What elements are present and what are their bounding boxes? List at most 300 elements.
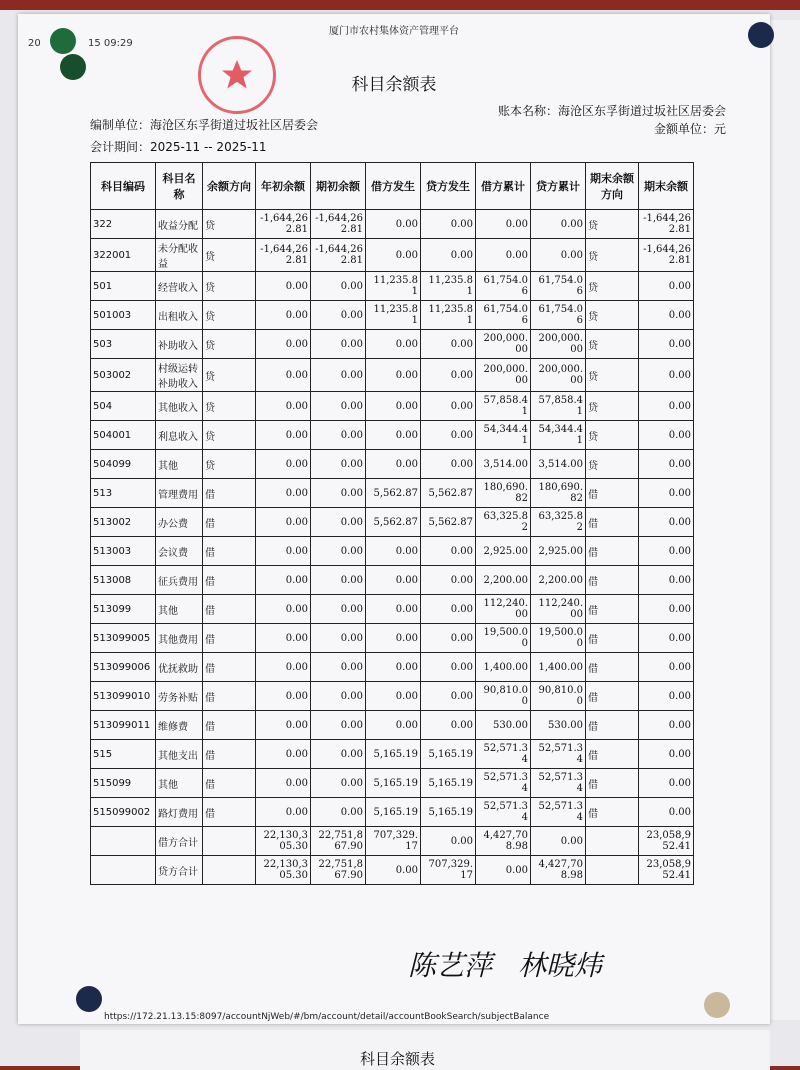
table-cell: -1,644,262.81 — [311, 239, 366, 272]
table-cell: 0.00 — [256, 624, 311, 653]
table-cell: 5,165.19 — [366, 740, 421, 769]
page-url: https://172.21.13.15:8097/accountNjWeb/#/bm/account/detail/accountBookSearch/subjectBalance — [104, 1012, 550, 1022]
table-cell: 0.00 — [256, 537, 311, 566]
table-cell: 180,690.82 — [531, 479, 586, 508]
table-cell: 0.00 — [311, 359, 366, 392]
table-cell: 2,925.00 — [531, 537, 586, 566]
column-header: 余额方向 — [203, 163, 256, 210]
column-header: 借方累计 — [476, 163, 531, 210]
table-cell: 贷 — [203, 301, 256, 330]
table-cell: 513099 — [91, 595, 156, 624]
table-cell: 5,562.87 — [421, 479, 476, 508]
table-cell: 0.00 — [311, 566, 366, 595]
table-cell: 52,571.34 — [531, 769, 586, 798]
table-cell: 515099002 — [91, 798, 156, 827]
table-cell: 0.00 — [256, 392, 311, 421]
table-cell: 200,000.00 — [476, 330, 531, 359]
table-cell: 11,235.81 — [421, 272, 476, 301]
table-cell: 0.00 — [311, 537, 366, 566]
table-cell — [586, 827, 639, 856]
table-row — [91, 359, 694, 392]
table-cell: -1,644,262.81 — [639, 210, 694, 239]
table-cell: 0.00 — [311, 479, 366, 508]
table-cell: 0.00 — [311, 508, 366, 537]
table-cell: 维修费 — [156, 711, 203, 740]
table-cell: 5,165.19 — [421, 769, 476, 798]
table-cell: 22,751,867.90 — [311, 856, 366, 885]
table-row — [91, 508, 694, 537]
table-cell: 503 — [91, 330, 156, 359]
table-cell: 707,329.17 — [366, 827, 421, 856]
table-cell: 513 — [91, 479, 156, 508]
table-cell: 贷方合计 — [156, 856, 203, 885]
table-cell: 23,058,952.41 — [639, 856, 694, 885]
table-cell: 513099010 — [91, 682, 156, 711]
table-row — [91, 798, 694, 827]
table-cell: 5,562.87 — [366, 508, 421, 537]
table-cell: 19,500.00 — [476, 624, 531, 653]
table-cell: 借 — [203, 769, 256, 798]
table-cell: 0.00 — [311, 595, 366, 624]
table-cell: 优抚救助 — [156, 653, 203, 682]
signature-1: 陈艺萍 — [408, 949, 493, 982]
table-cell: 3,514.00 — [476, 450, 531, 479]
table-cell: 22,130,305.30 — [256, 827, 311, 856]
table-cell: 0.00 — [639, 272, 694, 301]
table-cell: 0.00 — [311, 450, 366, 479]
table-cell: 2,925.00 — [476, 537, 531, 566]
table-cell: 0.00 — [421, 450, 476, 479]
table-cell: 0.00 — [421, 653, 476, 682]
table-cell: 0.00 — [311, 624, 366, 653]
table-cell: 61,754.06 — [531, 301, 586, 330]
table-cell: 0.00 — [366, 595, 421, 624]
table-cell: 0.00 — [311, 653, 366, 682]
table-cell: 5,165.19 — [366, 769, 421, 798]
table-cell: 200,000.00 — [476, 359, 531, 392]
table-cell: 0.00 — [256, 740, 311, 769]
table-cell: 贷 — [586, 450, 639, 479]
table-cell: 52,571.34 — [476, 798, 531, 827]
table-row — [91, 330, 694, 359]
table-row — [91, 624, 694, 653]
table-cell: 0.00 — [639, 798, 694, 827]
table-cell: 贷 — [203, 392, 256, 421]
table-cell: 0.00 — [531, 210, 586, 239]
table-cell: 借 — [203, 566, 256, 595]
table-cell: 0.00 — [366, 711, 421, 740]
table-cell: 贷 — [586, 239, 639, 272]
table-row — [91, 450, 694, 479]
table-cell: 0.00 — [421, 595, 476, 624]
table-cell: 90,810.00 — [476, 682, 531, 711]
table-cell: 501 — [91, 272, 156, 301]
table-cell: 63,325.82 — [531, 508, 586, 537]
table-cell: 57,858.41 — [531, 392, 586, 421]
table-row — [91, 301, 694, 330]
table-cell: 54,344.41 — [476, 421, 531, 450]
table-cell: 0.00 — [256, 711, 311, 740]
table-cell: 504001 — [91, 421, 156, 450]
table-cell: 借 — [203, 711, 256, 740]
column-header: 期初余额 — [311, 163, 366, 210]
table-cell: 52,571.34 — [531, 740, 586, 769]
table-cell: 707,329.17 — [421, 856, 476, 885]
table-cell: 0.00 — [639, 566, 694, 595]
table-cell: 513099006 — [91, 653, 156, 682]
table-cell: 0.00 — [639, 301, 694, 330]
platform-name: 厦门市农村集体资产管理平台 — [329, 26, 459, 37]
table-cell: 0.00 — [366, 421, 421, 450]
table-cell: 其他 — [156, 769, 203, 798]
table-cell: 5,562.87 — [421, 508, 476, 537]
column-header: 借方发生 — [366, 163, 421, 210]
table-cell: 借 — [203, 798, 256, 827]
pushpin-icon — [748, 22, 774, 48]
pushpin-icon — [76, 986, 102, 1012]
table-cell: 0.00 — [639, 450, 694, 479]
table-row — [91, 272, 694, 301]
table-cell: 515099 — [91, 769, 156, 798]
table-cell: 借 — [203, 653, 256, 682]
table-cell: 200,000.00 — [531, 359, 586, 392]
table-cell: 0.00 — [311, 711, 366, 740]
table-cell: 504099 — [91, 450, 156, 479]
table-row — [91, 537, 694, 566]
table-cell: 11,235.81 — [366, 301, 421, 330]
table-cell: 0.00 — [476, 210, 531, 239]
table-cell: 0.00 — [366, 566, 421, 595]
table-cell: 0.00 — [531, 827, 586, 856]
table-row — [91, 566, 694, 595]
table-cell: 借 — [586, 653, 639, 682]
table-cell: 0.00 — [311, 798, 366, 827]
table-cell: 513099005 — [91, 624, 156, 653]
table-cell: 0.00 — [639, 479, 694, 508]
table-cell: 61,754.06 — [476, 301, 531, 330]
table-cell: 1,400.00 — [531, 653, 586, 682]
table-cell: 0.00 — [366, 682, 421, 711]
table-row — [91, 653, 694, 682]
table-cell: 0.00 — [311, 769, 366, 798]
table-cell: 贷 — [203, 421, 256, 450]
table-cell: 3,514.00 — [531, 450, 586, 479]
table-cell: 借 — [203, 624, 256, 653]
table-cell: 会议费 — [156, 537, 203, 566]
table-row — [91, 682, 694, 711]
table-cell: 收益分配 — [156, 210, 203, 239]
signature-2: 林晓炜 — [518, 949, 603, 982]
table-cell: 513008 — [91, 566, 156, 595]
table-cell: 52,571.34 — [476, 740, 531, 769]
table-cell: 0.00 — [366, 624, 421, 653]
table-cell: 0.00 — [639, 682, 694, 711]
document-sheet — [18, 14, 770, 1024]
table-cell: 4,427,708.98 — [476, 827, 531, 856]
table-row — [91, 239, 694, 272]
table-cell: -1,644,262.81 — [256, 239, 311, 272]
table-cell: 贷 — [586, 301, 639, 330]
table-cell: 0.00 — [421, 711, 476, 740]
table-cell: 112,240.00 — [476, 595, 531, 624]
table-cell: 0.00 — [639, 537, 694, 566]
table-cell: 4,427,708.98 — [531, 856, 586, 885]
table-cell: 其他支出 — [156, 740, 203, 769]
table-cell: 0.00 — [256, 421, 311, 450]
print-timestamp-left: 20 — [28, 38, 41, 49]
table-cell: 贷 — [203, 359, 256, 392]
table-cell: 其他收入 — [156, 392, 203, 421]
table-cell: 322 — [91, 210, 156, 239]
table-cell: 322001 — [91, 239, 156, 272]
table-cell: 0.00 — [256, 301, 311, 330]
table-cell: 0.00 — [639, 595, 694, 624]
table-cell: 200,000.00 — [531, 330, 586, 359]
table-cell: 0.00 — [421, 239, 476, 272]
table-cell: 0.00 — [256, 653, 311, 682]
print-timestamp-right: 15 09:29 — [88, 38, 133, 49]
table-cell: 其他 — [156, 595, 203, 624]
table-cell: 52,571.34 — [476, 769, 531, 798]
table-cell: 504 — [91, 392, 156, 421]
table-cell: 借 — [203, 537, 256, 566]
table-cell: 54,344.41 — [531, 421, 586, 450]
table-cell: 0.00 — [256, 798, 311, 827]
adjacent-sheet — [770, 20, 800, 1020]
table-cell: -1,644,262.81 — [311, 210, 366, 239]
table-cell: 0.00 — [421, 566, 476, 595]
column-header: 期末余额方向 — [586, 163, 639, 210]
table-cell: 贷 — [203, 210, 256, 239]
table-cell: 2,200.00 — [531, 566, 586, 595]
column-header: 科目名称 — [156, 163, 203, 210]
table-cell: 借 — [586, 537, 639, 566]
table-cell: 贷 — [586, 330, 639, 359]
table-cell: 0.00 — [476, 856, 531, 885]
table-row — [91, 595, 694, 624]
table-cell: 513003 — [91, 537, 156, 566]
next-sheet-title: 科目余额表 — [360, 1050, 436, 1068]
table-cell: 借 — [586, 595, 639, 624]
table-cell: 0.00 — [639, 624, 694, 653]
table-cell: 贷 — [586, 210, 639, 239]
table-cell: 借方合计 — [156, 827, 203, 856]
table-cell: 61,754.06 — [531, 272, 586, 301]
table-cell: 0.00 — [639, 359, 694, 392]
table-cell: -1,644,262.81 — [639, 239, 694, 272]
table-cell: 1,400.00 — [476, 653, 531, 682]
table-cell: 借 — [203, 508, 256, 537]
table-cell: 0.00 — [256, 479, 311, 508]
table-cell: 530.00 — [531, 711, 586, 740]
currency-unit: 金额单位：元 — [653, 122, 726, 136]
table-cell: 0.00 — [639, 392, 694, 421]
table-cell: 0.00 — [256, 359, 311, 392]
table-cell: 贷 — [203, 330, 256, 359]
table-cell: 2,200.00 — [476, 566, 531, 595]
pushpin-icon — [704, 992, 730, 1018]
table-cell: 0.00 — [311, 421, 366, 450]
table-cell: -1,644,262.81 — [256, 210, 311, 239]
table-row — [91, 856, 694, 885]
table-cell: 11,235.81 — [421, 301, 476, 330]
table-cell: 0.00 — [256, 769, 311, 798]
table-cell: 0.00 — [421, 537, 476, 566]
table-cell: 0.00 — [421, 682, 476, 711]
table-cell: 503002 — [91, 359, 156, 392]
table-cell: 0.00 — [639, 330, 694, 359]
table-cell: 63,325.82 — [476, 508, 531, 537]
table-cell: 办公费 — [156, 508, 203, 537]
table-cell: 5,562.87 — [366, 479, 421, 508]
table-cell: 0.00 — [311, 740, 366, 769]
table-cell: 其他 — [156, 450, 203, 479]
table-cell: 0.00 — [366, 330, 421, 359]
table-cell: 经营收入 — [156, 272, 203, 301]
table-row — [91, 392, 694, 421]
table-cell: 补助收入 — [156, 330, 203, 359]
table-row — [91, 711, 694, 740]
table-row — [91, 827, 694, 856]
table-cell: 0.00 — [256, 272, 311, 301]
table-cell: 0.00 — [366, 450, 421, 479]
pushpin-icon — [50, 28, 76, 54]
table-cell: 0.00 — [639, 711, 694, 740]
table-cell: 180,690.82 — [476, 479, 531, 508]
table-cell: 借 — [203, 479, 256, 508]
table-cell: 0.00 — [476, 239, 531, 272]
table-cell: 借 — [586, 624, 639, 653]
table-cell: 借 — [586, 566, 639, 595]
table-cell: 0.00 — [311, 272, 366, 301]
table-cell: 贷 — [586, 272, 639, 301]
table-cell — [203, 827, 256, 856]
table-cell: 0.00 — [639, 653, 694, 682]
table-cell: 0.00 — [311, 392, 366, 421]
column-header: 贷方累计 — [531, 163, 586, 210]
table-cell: 52,571.34 — [531, 798, 586, 827]
table-cell: 513002 — [91, 508, 156, 537]
column-header: 年初余额 — [256, 163, 311, 210]
table-cell: 贷 — [586, 359, 639, 392]
table-cell: 贷 — [203, 272, 256, 301]
table-cell: 借 — [586, 769, 639, 798]
table-cell: 借 — [586, 798, 639, 827]
table-cell: 0.00 — [366, 239, 421, 272]
table-cell: 0.00 — [256, 508, 311, 537]
table-cell: 0.00 — [256, 682, 311, 711]
table-cell: 0.00 — [421, 624, 476, 653]
table-cell: 22,751,867.90 — [311, 827, 366, 856]
accounting-period: 会计期间：2025-11 -- 2025-11 — [90, 140, 267, 154]
table-cell: 贷 — [586, 392, 639, 421]
table-row — [91, 769, 694, 798]
account-book-name: 账本名称：海沧区东孚街道过坂社区居委会 — [497, 104, 726, 118]
table-cell: 0.00 — [366, 210, 421, 239]
table-cell: 61,754.06 — [476, 272, 531, 301]
table-cell: 57,858.41 — [476, 392, 531, 421]
table-cell: 5,165.19 — [421, 740, 476, 769]
table-cell: 0.00 — [639, 769, 694, 798]
table-cell: 5,165.19 — [366, 798, 421, 827]
table-cell: 路灯费用 — [156, 798, 203, 827]
table-row — [91, 210, 694, 239]
table-cell: 515 — [91, 740, 156, 769]
table-cell: 贷 — [586, 421, 639, 450]
table-cell: 0.00 — [421, 330, 476, 359]
table-cell: 利息收入 — [156, 421, 203, 450]
page-title: 科目余额表 — [351, 75, 437, 95]
table-cell: 530.00 — [476, 711, 531, 740]
table-cell: 0.00 — [311, 682, 366, 711]
table-cell: 11,235.81 — [366, 272, 421, 301]
column-header: 贷方发生 — [421, 163, 476, 210]
table-cell: 借 — [203, 682, 256, 711]
table-cell: 村级运转补助收入 — [156, 359, 203, 392]
table-cell — [586, 856, 639, 885]
table-cell: 23,058,952.41 — [639, 827, 694, 856]
table-cell: 0.00 — [256, 330, 311, 359]
table-cell: 0.00 — [366, 653, 421, 682]
table-cell: 0.00 — [256, 450, 311, 479]
table-cell: 借 — [586, 740, 639, 769]
table-cell: 90,810.00 — [531, 682, 586, 711]
table-cell: 贷 — [203, 450, 256, 479]
table-cell: 0.00 — [639, 421, 694, 450]
subject-balance-table — [90, 162, 694, 885]
table-cell: 0.00 — [531, 239, 586, 272]
table-row — [91, 421, 694, 450]
table-cell: 0.00 — [421, 210, 476, 239]
table-cell: 19,500.00 — [531, 624, 586, 653]
table-cell: 0.00 — [639, 508, 694, 537]
table-cell: 借 — [586, 711, 639, 740]
table-row — [91, 740, 694, 769]
table-row — [91, 479, 694, 508]
table-cell: 未分配收益 — [156, 239, 203, 272]
table-cell: 0.00 — [421, 359, 476, 392]
preparing-unit: 编制单位：海沧区东孚街道过坂社区居委会 — [90, 118, 319, 132]
table-cell: 501003 — [91, 301, 156, 330]
table-cell: 0.00 — [366, 359, 421, 392]
table-cell: 0.00 — [256, 595, 311, 624]
table-cell: 借 — [586, 479, 639, 508]
table-cell: 借 — [203, 740, 256, 769]
table-cell: 0.00 — [256, 566, 311, 595]
table-cell: 借 — [586, 682, 639, 711]
table-cell: 0.00 — [366, 856, 421, 885]
table-cell: 0.00 — [366, 537, 421, 566]
table-cell: 劳务补贴 — [156, 682, 203, 711]
table-cell — [91, 827, 156, 856]
table-cell: 借 — [203, 595, 256, 624]
table-cell: 贷 — [203, 239, 256, 272]
table-cell: 5,165.19 — [421, 798, 476, 827]
table-cell — [203, 856, 256, 885]
table-cell: 管理费用 — [156, 479, 203, 508]
table-cell: 22,130,305.30 — [256, 856, 311, 885]
table-cell: 征兵费用 — [156, 566, 203, 595]
column-header: 科目编码 — [91, 163, 156, 210]
table-cell: 112,240.00 — [531, 595, 586, 624]
table-cell: 513099011 — [91, 711, 156, 740]
pushpin-icon — [60, 54, 86, 80]
table-cell: 0.00 — [639, 740, 694, 769]
table-cell: 借 — [586, 508, 639, 537]
table-cell: 0.00 — [311, 301, 366, 330]
table-cell: 0.00 — [421, 392, 476, 421]
table-cell: 其他费用 — [156, 624, 203, 653]
